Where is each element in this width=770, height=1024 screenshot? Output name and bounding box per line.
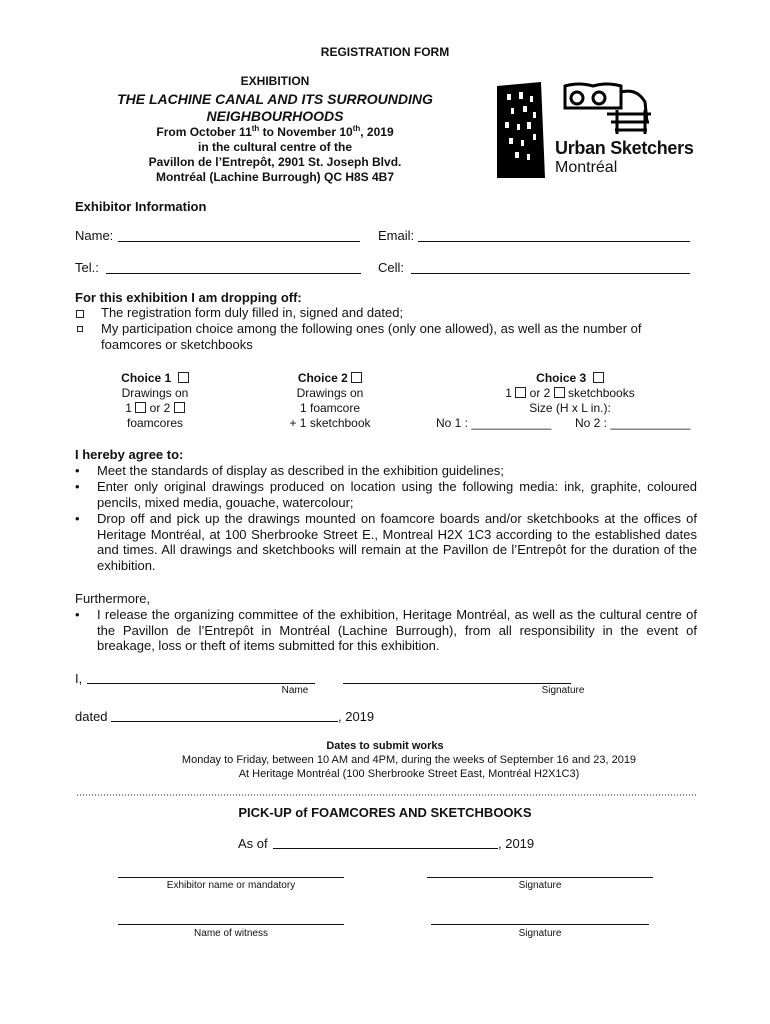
as-of-label: As of	[238, 836, 268, 851]
name-sign-field[interactable]	[87, 683, 315, 684]
pickup-signature2-caption: Signature	[518, 928, 562, 939]
choice3-two-checkbox[interactable]	[554, 387, 565, 398]
urban-sketchers-logo	[497, 82, 697, 182]
logo-text-urban-sketchers: Urban Sketchers	[555, 138, 694, 158]
choice3-no2[interactable]: No 2 : ____________	[575, 416, 691, 430]
form-title: REGISTRATION FORM	[320, 45, 450, 59]
email-label: Email:	[378, 228, 415, 243]
name-label: Name:	[75, 228, 114, 243]
submit-line1: Monday to Friday, between 10 AM and 4PM, during the weeks of September 16 and 23, 2019	[181, 754, 637, 766]
pickup-signature1-field[interactable]	[427, 877, 653, 878]
name-field[interactable]	[118, 241, 360, 242]
choice3-one: 1	[505, 386, 512, 400]
choice2-title: Choice 2	[297, 371, 348, 385]
choice3-or: or 2	[529, 386, 551, 400]
cell-field[interactable]	[411, 273, 690, 274]
tel-label: Tel.:	[75, 260, 99, 275]
exhibition-title-line1: THE LACHINE CANAL AND ITS SURROUNDING	[117, 91, 433, 107]
choice1-checkbox[interactable]	[178, 372, 189, 383]
exhibitor-heading: Exhibitor Information	[75, 199, 207, 214]
submit-heading: Dates to submit works	[326, 740, 444, 752]
registration-form-checkbox[interactable]	[76, 310, 84, 318]
choice2-line1: Drawings on	[296, 386, 364, 400]
choice1-or: or 2	[149, 401, 171, 415]
pickup-date-field[interactable]	[273, 848, 498, 849]
bench-icon	[559, 82, 655, 136]
email-field[interactable]	[418, 241, 690, 242]
submit-line2: At Heritage Montréal (100 Sherbrooke Street East, Montréal H2X1C3)	[238, 768, 580, 780]
bullet-icon: •	[75, 607, 80, 622]
release-item: I release the organizing committee of the exhibition, Heritage Montréal, as well as the cultural centre of the Pavillon de l’Entrepôt in Montréal (Lachine Burrough), from all responsibility in the event of breakage, loss or theft of items submitted for this exhibition.	[97, 607, 697, 653]
choice1-line3: foamcores	[126, 416, 184, 430]
venue-line2: Pavillon de l’Entrepôt, 2901 St. Joseph Blvd.	[148, 155, 402, 169]
agree-item2: Enter only original drawings produced on location using the following media: ink, graphite, coloured pencils, mixed media, gouache, watercolour;	[97, 479, 697, 510]
choice3-title: Choice 3	[536, 371, 587, 385]
choice1-one: 1	[125, 401, 132, 415]
agree-item3: Drop off and pick up the drawings mounted on foamcore boards and/or sketchbooks at the offices of Heritage Montréal, at 100 Sherbrooke Street E., Montreal H2X 1C3 according to the established dates and times. All drawings and sketchbooks will remain at the Pavillon de l’Entrepôt for the duration of the exhibition.	[97, 511, 697, 573]
tel-field[interactable]	[106, 273, 361, 274]
signature-caption: Signature	[541, 685, 585, 696]
pickup-heading: PICK-UP of FOAMCORES AND SKETCHBOOKS	[238, 805, 532, 820]
dated-label: dated	[75, 709, 108, 724]
exhibitor-name-field[interactable]	[118, 877, 344, 878]
choice1	[100, 371, 210, 431]
pickup-signature1-caption: Signature	[518, 880, 562, 891]
logo-text-montreal: Montréal	[555, 159, 618, 176]
exhibition-dates: From October 11th to November 10th, 2019	[156, 124, 394, 139]
choice3-sketchbooks: sketchbooks	[568, 386, 635, 400]
participation-choice-checkbox[interactable]	[77, 326, 83, 332]
bullet-icon: •	[75, 511, 80, 526]
pickup-signature2-field[interactable]	[431, 924, 649, 925]
choice2	[265, 371, 395, 431]
dropping-item2a: My participation choice among the following ones (only one allowed), as well as the number of	[101, 321, 642, 336]
building-icon	[497, 82, 557, 178]
venue-line1: in the cultural centre of the	[197, 140, 353, 154]
venue-line3: Montréal (Lachine Burrough) QC H8S 4B7	[155, 170, 395, 184]
choice3-size: Size (H x L in.):	[529, 401, 611, 415]
dropping-item1: The registration form duly filled in, signed and dated;	[101, 305, 404, 320]
agree-heading: I hereby agree to:	[75, 447, 184, 462]
choice3-one-checkbox[interactable]	[515, 387, 526, 398]
cell-label: Cell:	[378, 260, 405, 275]
dropping-heading: For this exhibition I am dropping off:	[75, 290, 302, 305]
choice2-line2: 1 foamcore	[299, 401, 361, 415]
choice1-two-checkbox[interactable]	[174, 402, 185, 413]
witness-name-field[interactable]	[118, 924, 344, 925]
exhibition-title-line2: NEIGHBOURHOODS	[206, 108, 344, 124]
choice2-line3: + 1 sketchbook	[289, 416, 371, 430]
dated-year: , 2019	[338, 709, 375, 724]
dropping-item2b: foamcores or sketchbooks	[101, 337, 253, 352]
date-field[interactable]	[111, 721, 338, 722]
bullet-icon: •	[75, 463, 80, 478]
bullet-icon: •	[75, 479, 80, 494]
pickup-year: , 2019	[498, 836, 535, 851]
exhibition-label: EXHIBITION	[240, 74, 310, 88]
choice1-line1: Drawings on	[121, 386, 189, 400]
exhibitor-name-caption: Exhibitor name or mandatory	[166, 880, 296, 891]
agree-item1: Meet the standards of display as described in the exhibition guidelines;	[97, 463, 504, 478]
signature-field[interactable]	[343, 683, 571, 684]
choice3-checkbox[interactable]	[593, 372, 604, 383]
i-label: I,	[75, 671, 83, 686]
furthermore-heading: Furthermore,	[75, 591, 151, 606]
witness-name-caption: Name of witness	[194, 928, 268, 939]
choice1-one-checkbox[interactable]	[135, 402, 146, 413]
choice1-title: Choice 1	[121, 371, 172, 385]
dotted-separator	[76, 794, 696, 796]
choice3-no1[interactable]: No 1 : ____________	[436, 416, 552, 430]
name-caption: Name	[281, 685, 309, 696]
choice3	[460, 371, 680, 416]
choice2-checkbox[interactable]	[351, 372, 362, 383]
